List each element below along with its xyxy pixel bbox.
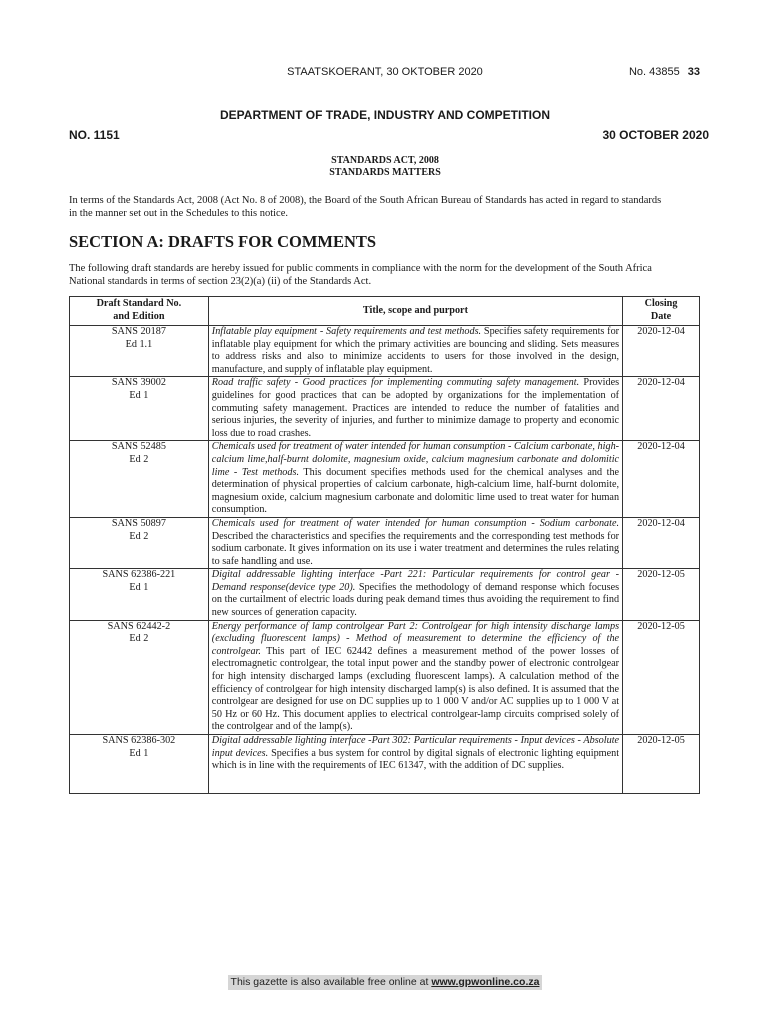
standard-edition: Ed 1 [129, 389, 149, 401]
act-title-line-1: STANDARDS ACT, 2008 [331, 155, 439, 166]
standard-code: SANS 39002 [111, 377, 166, 389]
description-cell [208, 326, 622, 377]
standard-code: SANS 50897 [111, 517, 166, 529]
standard-edition: Ed 2 [129, 530, 149, 542]
footer-text: This gazette is also available free online at [230, 976, 432, 988]
draft-standards-table [69, 296, 700, 794]
standard-title: Inflatable play equipment - Safety requirements and test methods. [211, 326, 482, 337]
standard-title: Chemicals used for treatment of water intended for human consumption - Sodium carbonate. [211, 517, 620, 529]
gazette-number-block [629, 66, 700, 78]
description-cell [208, 735, 622, 794]
closing-date: 2020-12-04 [623, 377, 700, 441]
standard-title: Energy performance of lamp controlgear Part 2: Controlgear for high intensity discharge lamps (excluding fluorescent lamps) - Method of measurement to determine the efficiency of the controlgear. [211, 620, 620, 657]
closing-date: 2020-12-05 [623, 569, 700, 620]
standard-title: Road traffic safety - Good practices for implementing commuting safety management. [211, 377, 580, 389]
table-row [70, 620, 700, 734]
standard-edition: Ed 1.1 [125, 338, 153, 350]
standard-edition: Ed 2 [129, 633, 149, 645]
section-intro-paragraph: The following draft standards are hereby issued for public comments in compliance with the norm for the development of the South Africa National standards in terms of section 23(2)(a) (ii) of the Standards Act. [69, 263, 652, 287]
gazette-header: STAATSKOERANT, 30 OKTOBER 2020 [287, 66, 483, 78]
standard-cell [70, 326, 209, 377]
standard-cell [70, 620, 209, 734]
standard-description: Specifies the methodology of demand response which focuses on the curtailment of electric loads during peak demand times thus avoiding the requirement to find new sources of generation capacity. [211, 581, 620, 619]
notice-date: 30 OCTOBER 2020 [602, 128, 709, 142]
header-closing-date [623, 297, 700, 326]
standard-title: Digital addressable lighting interface -Part 302: Particular requirements - Input devices - Absolute input devices. [211, 735, 620, 759]
gazette-number: No. 43855 [628, 66, 680, 78]
standard-edition: Ed 1 [129, 747, 149, 759]
table-row [70, 735, 700, 794]
closing-date: 2020-12-04 [623, 326, 700, 377]
section-heading: SECTION A: DRAFTS FOR COMMENTS [69, 232, 377, 251]
header-title-scope: Title, scope and purport [208, 297, 622, 326]
header-closing-date-line-2: Date [650, 311, 672, 322]
description-cell [208, 569, 622, 620]
notice-number: NO. 1151 [69, 128, 120, 142]
standard-code: SANS 62386-221 [102, 569, 176, 581]
table-header-row [70, 297, 700, 326]
table-row [70, 569, 700, 620]
standard-code: SANS 62442-2 [107, 620, 171, 632]
header-standard-no [70, 297, 209, 326]
header-standard-no-line-2: and Edition [113, 311, 165, 322]
description-cell [208, 517, 622, 568]
standard-edition: Ed 1 [129, 581, 149, 593]
page-number: 33 [687, 66, 700, 78]
closing-date: 2020-12-04 [623, 517, 700, 568]
closing-date: 2020-12-05 [623, 735, 700, 794]
footer-link[interactable]: www.gpwonline.co.za [431, 976, 540, 988]
standard-cell [70, 441, 209, 518]
description-cell [208, 441, 622, 518]
standard-edition: Ed 2 [129, 453, 149, 465]
standard-description: Described the characteristics and specifies the requirements and the corresponding test methods for sodium carbonate. It gives information on its use i water treatment and determines the rules relating to safe handling and use. [211, 530, 620, 567]
standard-cell [70, 569, 209, 620]
header-closing-date-line-1: Closing [644, 298, 678, 310]
standard-title: Chemicals used for treatment of water intended for human consumption - Calcium carbonate, high-calcium lime,half-burnt dolomite, magnesium oxide, calcium magnesium carbonate and dolomitic lime - Test methods. [211, 441, 620, 478]
table-row [70, 517, 700, 568]
act-title-line-2: STANDARDS MATTERS [329, 167, 441, 178]
standard-description: Specifies safety requirements for inflatable play equipment for which the primary activities are bouncing and sliding. Sets measures to address risks and also to minimize accidents to users for those involved in the design, manufacture, and supply of inflatable play equipment. [211, 326, 620, 375]
standard-code: SANS 20187 [111, 326, 166, 337]
standard-title: Digital addressable lighting interface -Part 221: Particular requirements for control gear - Demand response(device type 20). [211, 569, 620, 593]
standard-cell [70, 517, 209, 568]
standard-code: SANS 52485 [111, 441, 166, 453]
standard-description: Specifies a bus system for control by digital signals of electronic lighting equipment which is in line with the requirements of IEC 61347, with the addition of DC supplies. [211, 747, 620, 772]
table-row [70, 326, 700, 377]
closing-date: 2020-12-05 [623, 620, 700, 734]
standard-cell [70, 735, 209, 794]
standard-description: This document specifies methods used for the chemical analyses and the determination of physical properties of calcium carbonate, high-calcium lime, half-burnt dolomite, magnesium oxide, calcium magnesium carbonate and dolomitic lime used to treat water for human consumption. [211, 466, 620, 516]
header-standard-no-line-1: Draft Standard No. [96, 298, 182, 310]
description-cell [208, 620, 622, 734]
table-row [70, 441, 700, 518]
closing-date: 2020-12-04 [623, 441, 700, 518]
act-title [0, 155, 770, 179]
standard-code: SANS 62386-302 [102, 735, 176, 746]
department-title: DEPARTMENT OF TRADE, INDUSTRY AND COMPETITION [220, 108, 550, 122]
footer-banner [228, 975, 542, 990]
description-cell [208, 377, 622, 441]
standard-description: This part of IEC 62442 defines a measurement method of the power losses of electromagnetic controlgear, the total input power and the standby power of electronic controlgear for high intensity discharged lamps (excluding fluorescent lamps). A calculation method of the efficiency of controlgear for high intensity discharged lamp(s) is also defined. It is assumed that the controlgear are designed for use on DC supplies up to 1 000 V and/or AC supplies up to 1 000 V at 50 Hz or 60 Hz. This document applies to electrical controlgear-lamp circuits comprised solely of the controlgear and of the lamp(s). [211, 645, 620, 733]
intro-paragraph: In terms of the Standards Act, 2008 (Act No. 8 of 2008), the Board of the South African Bureau of Standards has acted in regard to standards in the manner set out in the Schedules to this notice. [69, 195, 662, 219]
standard-cell [70, 377, 209, 441]
standard-description: Provides guidelines for good practices that can be adopted by organizations for the implementation of commuting safety management. Practices are intended to reduce the number of fatalities and serious injuries, the severity of injuries, and further to minimize damage to property and economic loss due to road crashes. [211, 377, 620, 439]
table-row [70, 377, 700, 441]
